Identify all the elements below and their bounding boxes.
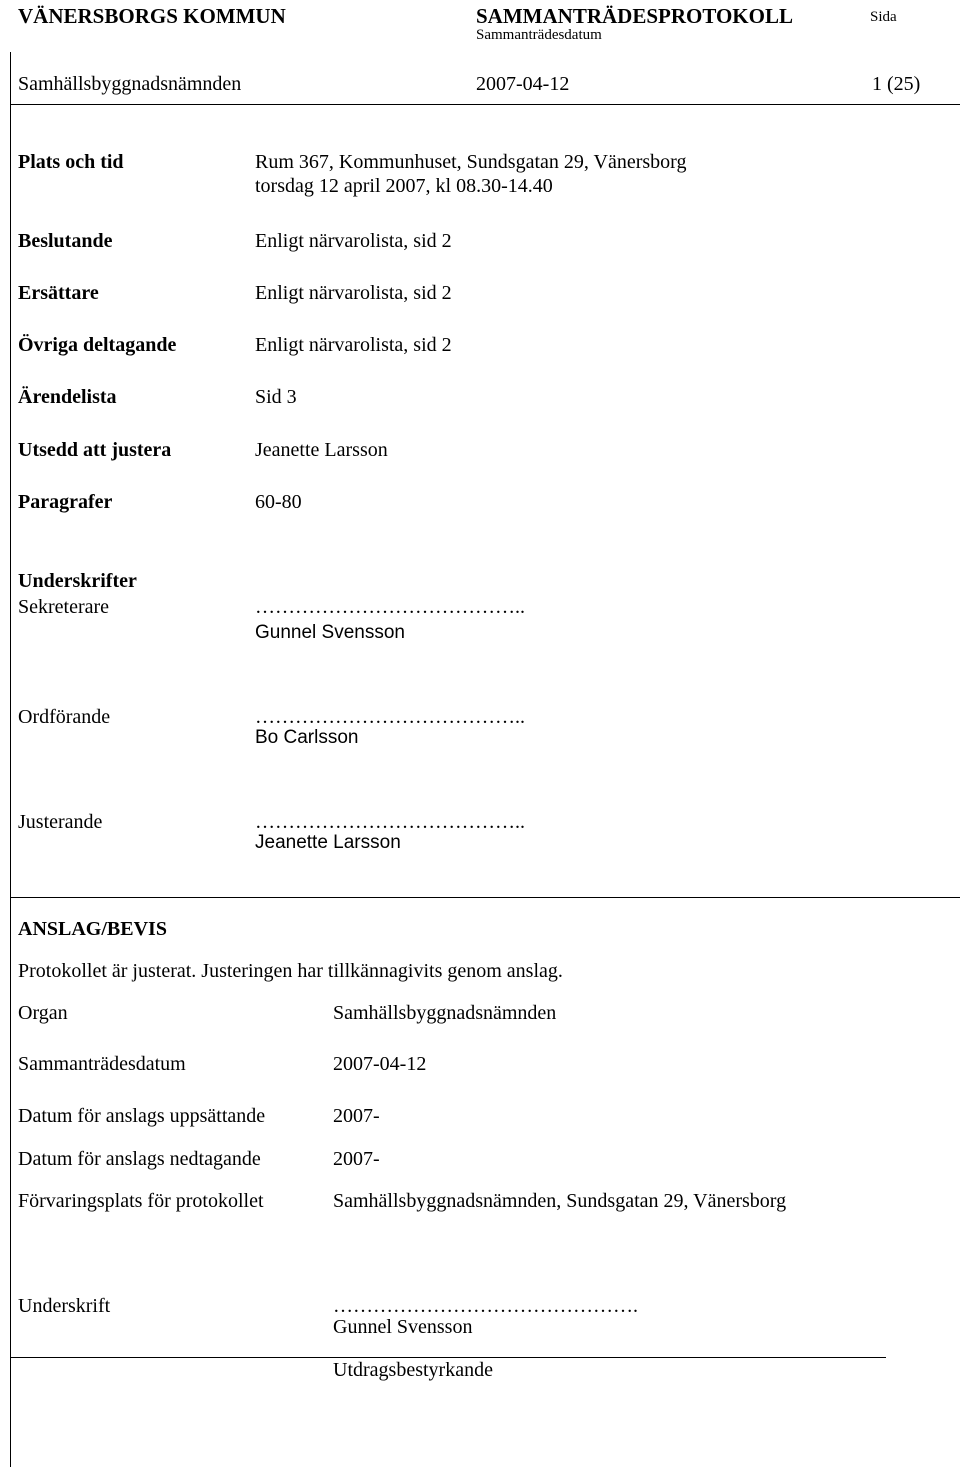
organ-value: Samhällsbyggnadsnämnden [333,1002,557,1024]
posted-date-label: Datum för anslags uppsättande [18,1105,266,1127]
signature-label: Underskrift [18,1295,111,1317]
notice-divider [10,897,960,898]
notice-date-value: 2007-04-12 [333,1053,427,1075]
place-time-label: Plats och tid [18,151,124,173]
chair-name: Bo Carlsson [255,727,359,748]
others-label: Övriga deltagande [18,334,177,356]
substitutes-label: Ersättare [18,282,99,304]
document-type: SAMMANTRÄDESPROTOKOLL [476,4,793,28]
substitutes-value: Enligt närvarolista, sid 2 [255,282,452,304]
secretary-signature-line: ………………………………….. [255,596,525,618]
notice-date-label: Sammanträdesdatum [18,1053,186,1075]
deciding-label: Beslutande [18,230,113,252]
chair-signature-line: ………………………………….. [255,706,525,728]
left-margin-line [10,52,11,1467]
removed-date-label: Datum för anslags nedtagande [18,1148,261,1170]
adjuster-label: Utsedd att justera [18,439,172,461]
paragraphs-value: 60-80 [255,491,302,513]
paragraphs-label: Paragrafer [18,491,113,513]
place-line-2: torsdag 12 april 2007, kl 08.30-14.40 [255,175,553,197]
secretary-label: Sekreterare [18,596,110,618]
adjuster-value: Jeanette Larsson [255,439,388,461]
page-label: Sida [870,9,897,25]
notice-heading: ANSLAG/BEVIS [18,918,167,940]
meeting-date: 2007-04-12 [476,73,570,95]
notice-signature-line: ………………………………………. [333,1295,638,1317]
page-number: 1 (25) [872,73,921,95]
meeting-date-label: Sammanträdesdatum [476,27,602,43]
signatures-heading: Underskrifter [18,570,137,592]
header-divider [10,104,960,105]
notice-signature-name: Gunnel Svensson [333,1316,473,1338]
extract-label: Utdragsbestyrkande [333,1359,493,1381]
municipality-name: VÄNERSBORGS KOMMUN [18,4,286,28]
agenda-label: Ärendelista [18,386,117,408]
removed-date-value: 2007- [333,1148,380,1170]
others-value: Enligt närvarolista, sid 2 [255,334,452,356]
place-line-1: Rum 367, Kommunhuset, Sundsgatan 29, Vänersborg [255,151,687,173]
agenda-value: Sid 3 [255,386,297,408]
posted-date-value: 2007- [333,1105,380,1127]
deciding-value: Enligt närvarolista, sid 2 [255,230,452,252]
secretary-name: Gunnel Svensson [255,622,405,643]
committee-name: Samhällsbyggnadsnämnden [18,73,242,95]
adjuster-signature-name: Jeanette Larsson [255,832,401,853]
storage-value: Samhällsbyggnadsnämnden, Sundsgatan 29, Vänersborg [333,1190,787,1212]
notice-statement: Protokollet är justerat. Justeringen har tillkännagivits genom anslag. [18,960,563,982]
organ-label: Organ [18,1002,68,1024]
adjuster-signature-label: Justerande [18,811,103,833]
chair-label: Ordförande [18,706,111,728]
storage-label: Förvaringsplats för protokollet [18,1190,264,1212]
adjuster-signature-line: ………………………………….. [255,811,525,833]
